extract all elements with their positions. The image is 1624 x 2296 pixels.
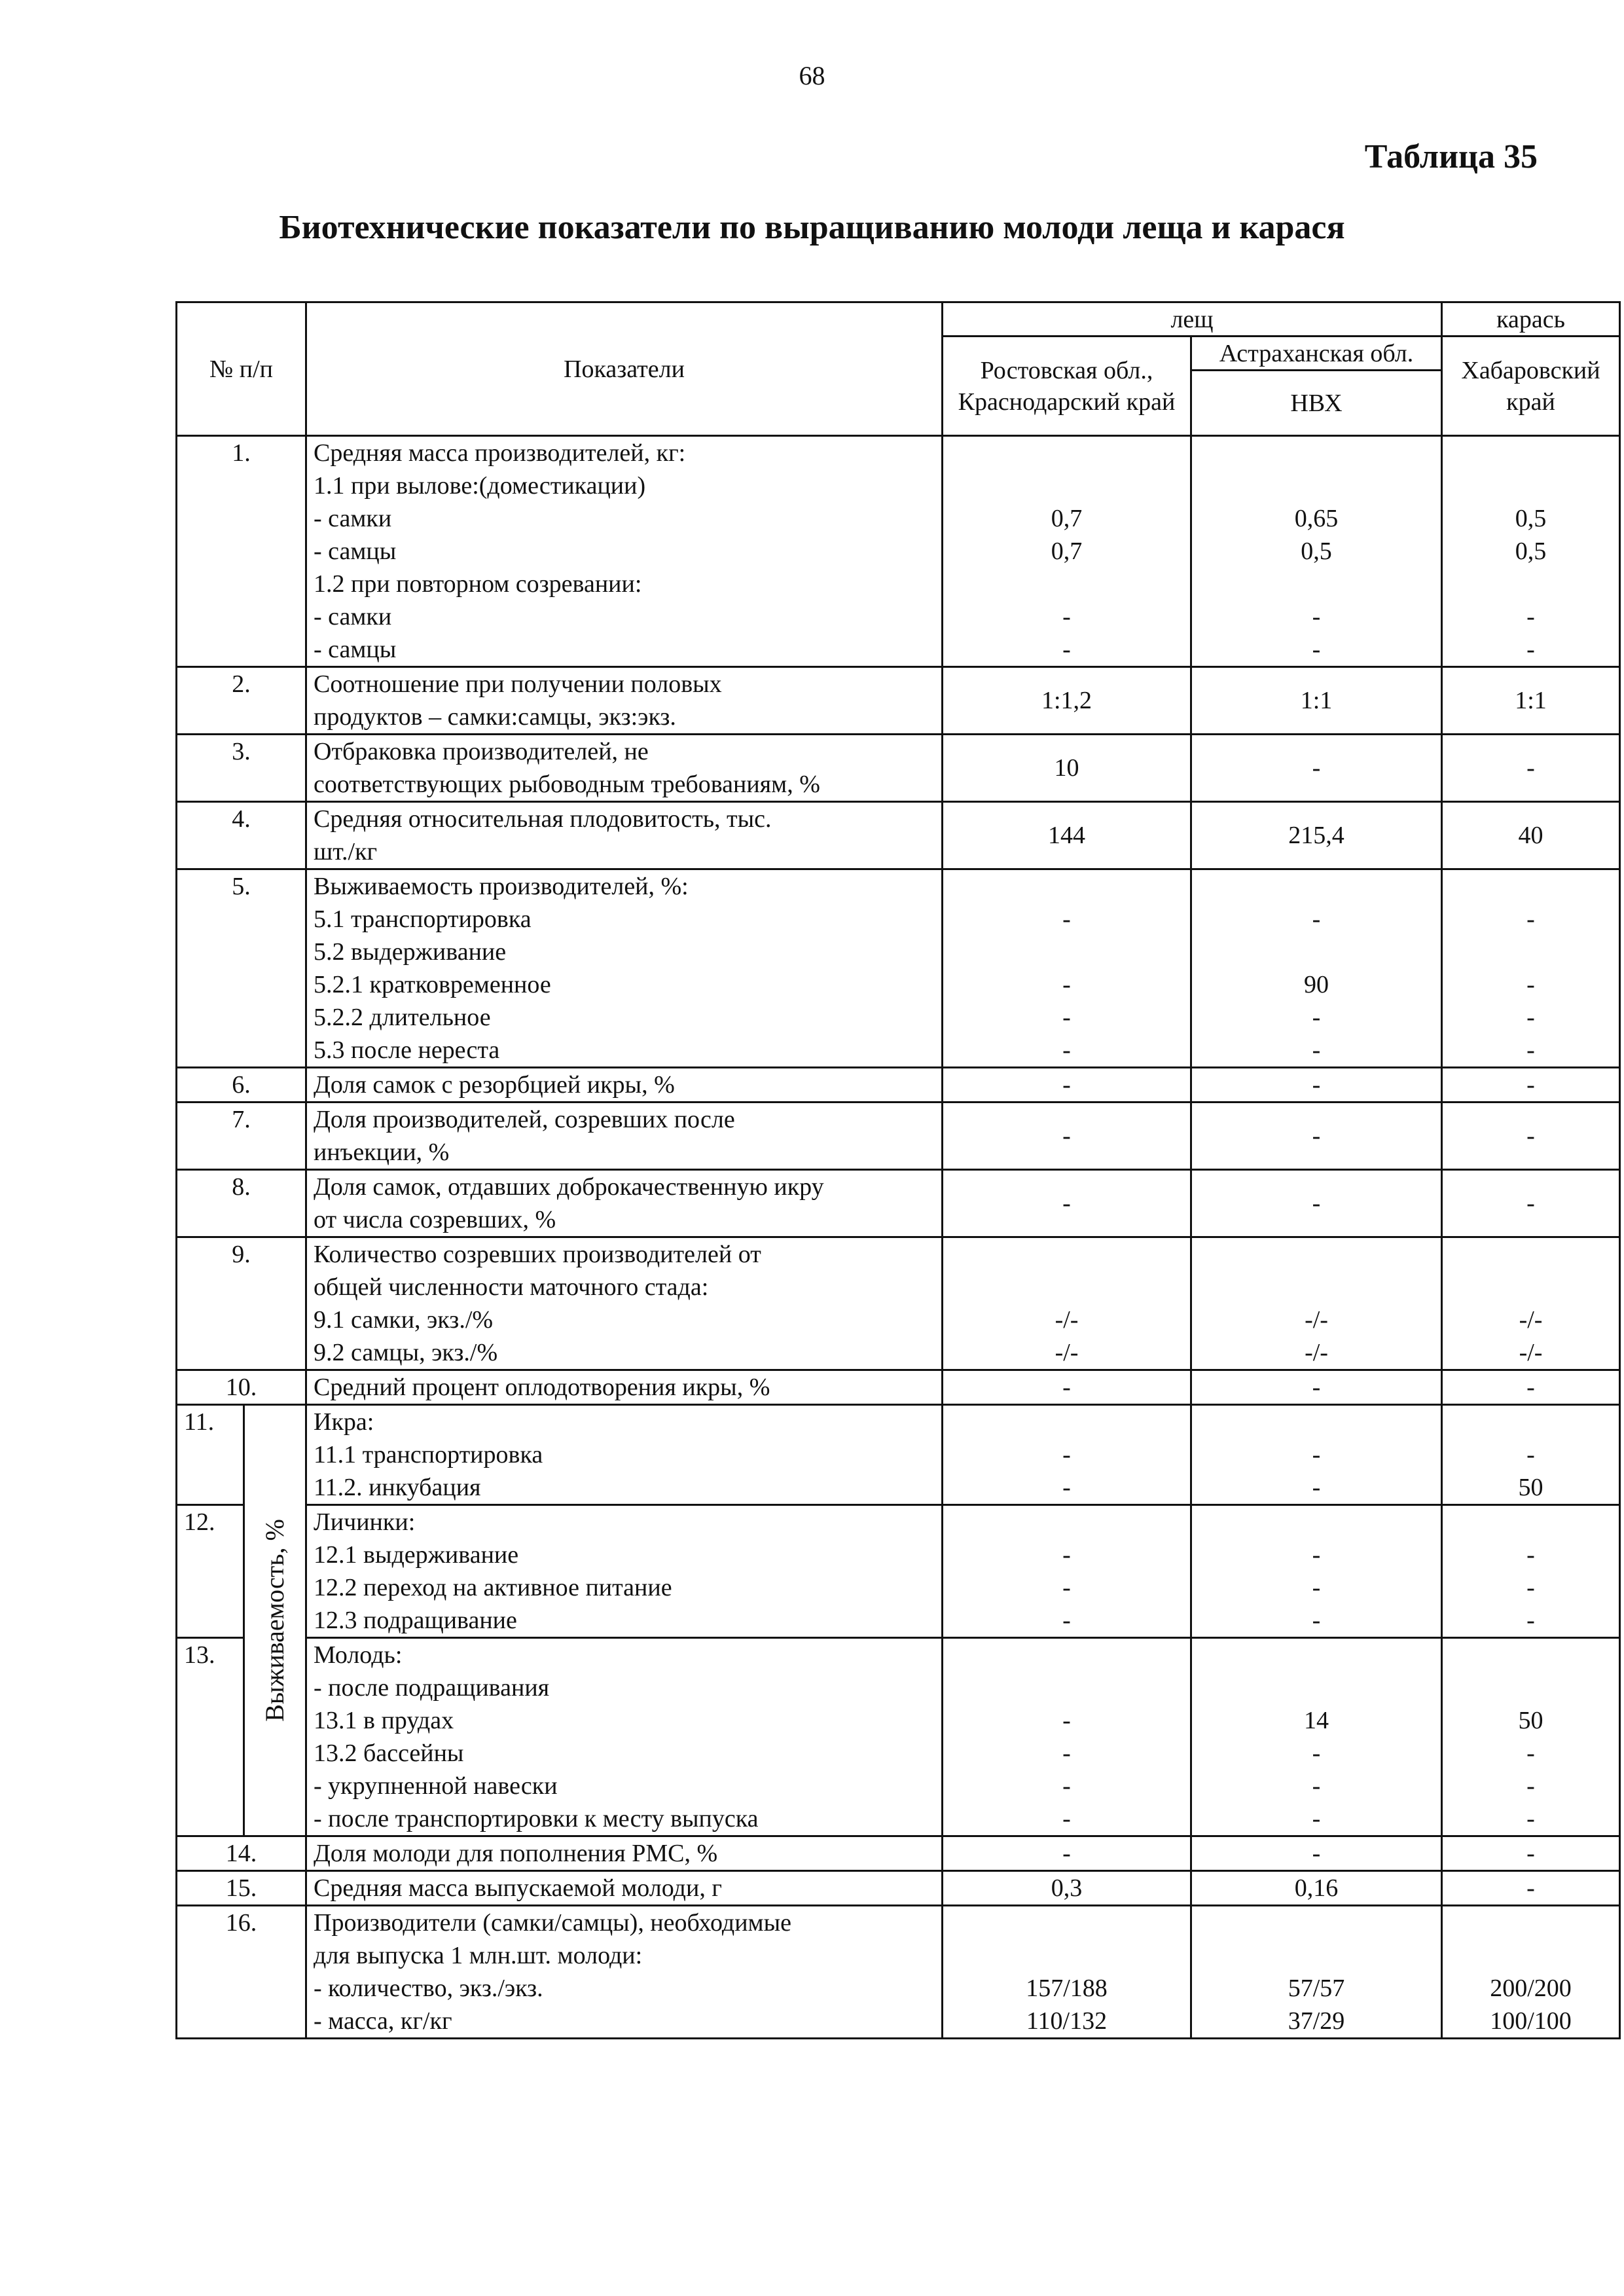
indicator-line: Соотношение при получении половых	[314, 670, 722, 698]
indicator-line: 9.2 самцы, экз./%	[314, 1339, 498, 1366]
indicator-line: 12.3 подращивание	[314, 1607, 517, 1634]
indicator-line: Средняя масса выпускаемой молоди, г	[314, 1874, 722, 1902]
indicator-line: Молодь:	[314, 1641, 403, 1669]
indicator-line: - после транспортировки к месту выпуска	[314, 1805, 759, 1832]
indicator-cell	[306, 436, 943, 667]
value-cell-2: 14 - - -	[1191, 1638, 1442, 1836]
survival-group-label	[244, 1405, 306, 1836]
header-num: № п/п	[177, 302, 306, 436]
value-cell-1: -	[943, 1370, 1191, 1405]
row-number: 7.	[177, 1102, 306, 1170]
indicator-line: 11.1 транспортировка	[314, 1441, 543, 1468]
table-row	[177, 1505, 1620, 1638]
table-row	[177, 1237, 1620, 1370]
indicator-line: 1.1 при вылове:(доместикации)	[314, 472, 646, 500]
table-row	[177, 1370, 1620, 1405]
value-cell-3: 50 - - -	[1442, 1638, 1620, 1836]
value-cell-3: -	[1442, 1102, 1620, 1170]
table-row	[177, 1068, 1620, 1102]
header-bream: лещ	[943, 302, 1442, 337]
value-cell-2: -	[1191, 735, 1442, 802]
indicator-line: - укрупненной навески	[314, 1772, 558, 1800]
indicator-line: 9.1 самки, экз./%	[314, 1306, 494, 1334]
indicator-line: 12.1 выдерживание	[314, 1541, 519, 1569]
indicator-line: Отбраковка производителей, не	[314, 738, 649, 765]
table-row	[177, 1170, 1620, 1237]
value-cell-1: 0,7 0,7 - -	[943, 436, 1191, 667]
table-row	[177, 869, 1620, 1068]
value-cell-1: -	[943, 1170, 1191, 1237]
value-cell-3: -	[1442, 1871, 1620, 1906]
document-title: Биотехнические показатели по выращиванию молоди леща и карася	[279, 209, 1345, 246]
indicator-line: Личинки:	[314, 1508, 416, 1536]
value-cell-2: 57/57 37/29	[1191, 1906, 1442, 2039]
indicator-cell	[306, 869, 943, 1068]
table-label: Таблица 35	[1364, 138, 1538, 175]
indicator-line: продуктов – самки:самцы, экз:экз.	[314, 703, 676, 731]
value-cell-2: 0,65 0,5 - -	[1191, 436, 1442, 667]
value-cell-1: - - - -	[943, 1638, 1191, 1836]
row-number: 16.	[177, 1906, 306, 2039]
table-row	[177, 436, 1620, 667]
indicator-line: - самцы	[314, 538, 397, 565]
value-cell-3: - - - -	[1442, 869, 1620, 1068]
indicator-line: Выживаемость производителей, %:	[314, 873, 689, 900]
value-cell-1: 157/188 110/132	[943, 1906, 1191, 2039]
indicator-line: 5.1 транспортировка	[314, 905, 532, 933]
indicator-line: Доля самок, отдавших доброкачественную икру	[314, 1173, 824, 1201]
row-number: 4.	[177, 802, 306, 869]
value-cell-2: -/- -/-	[1191, 1237, 1442, 1370]
indicator-cell	[306, 1871, 943, 1906]
indicator-cell	[306, 1906, 943, 2039]
indicator-line: Доля производителей, созревших после	[314, 1106, 735, 1133]
row-number: 10.	[177, 1370, 306, 1405]
header-indicators: Показатели	[306, 302, 943, 436]
header-khabarovsk: Хабаровский край	[1442, 337, 1620, 436]
value-cell-3: -	[1442, 1836, 1620, 1871]
table-row	[177, 1836, 1620, 1871]
value-cell-3: -	[1442, 1068, 1620, 1102]
indicator-line: - самцы	[314, 636, 397, 663]
row-number: 5.	[177, 869, 306, 1068]
indicator-line: Средняя относительная плодовитость, тыс.	[314, 805, 772, 833]
indicator-line: 5.3 после нереста	[314, 1036, 500, 1064]
value-cell-3: -	[1442, 735, 1620, 802]
indicator-cell	[306, 1405, 943, 1505]
value-cell-2: -	[1191, 1102, 1442, 1170]
indicator-cell	[306, 802, 943, 869]
indicator-cell	[306, 735, 943, 802]
table-row	[177, 667, 1620, 735]
row-number: 9.	[177, 1237, 306, 1370]
indicator-line: 1.2 при повторном созревании:	[314, 570, 642, 598]
indicator-line: Средний процент оплодотворения икры, %	[314, 1374, 770, 1401]
value-cell-2: 215,4	[1191, 802, 1442, 869]
indicator-line: Икра:	[314, 1408, 374, 1436]
row-number: 14.	[177, 1836, 306, 1871]
table-row	[177, 735, 1620, 802]
indicator-line: 5.2 выдерживание	[314, 938, 507, 966]
value-cell-2: - -	[1191, 1405, 1442, 1505]
indicator-line: шт./кг	[314, 838, 378, 866]
row-number: 3.	[177, 735, 306, 802]
value-cell-1: 10	[943, 735, 1191, 802]
indicator-line: 13.1 в прудах	[314, 1707, 454, 1734]
indicator-cell	[306, 1170, 943, 1237]
value-cell-1: -	[943, 1068, 1191, 1102]
data-table	[175, 301, 1621, 2039]
value-cell-2: 0,16	[1191, 1871, 1442, 1906]
indicator-line: - после подращивания	[314, 1674, 550, 1702]
value-cell-1: -/- -/-	[943, 1237, 1191, 1370]
indicator-line: Количество созревших производителей от	[314, 1241, 761, 1268]
table-row	[177, 1906, 1620, 2039]
row-number: 12.	[177, 1505, 244, 1638]
indicator-line: 13.2 бассейны	[314, 1740, 464, 1767]
table-row	[177, 1871, 1620, 1906]
indicator-line: от числа созревших, %	[314, 1206, 556, 1233]
indicator-cell	[306, 1102, 943, 1170]
value-cell-2: -	[1191, 1836, 1442, 1871]
table-row	[177, 802, 1620, 869]
value-cell-2: -	[1191, 1370, 1442, 1405]
indicator-line: Доля молоди для пополнения РМС, %	[314, 1840, 718, 1867]
value-cell-3: 0,5 0,5 - -	[1442, 436, 1620, 667]
table-row	[177, 1638, 1620, 1836]
page-number: 68	[799, 61, 825, 90]
value-cell-1: 144	[943, 802, 1191, 869]
table-body	[177, 436, 1620, 2039]
row-number: 2.	[177, 667, 306, 735]
header-rostov: Ростовская обл., Краснодарский край	[943, 337, 1191, 436]
value-cell-3: -	[1442, 1370, 1620, 1405]
value-cell-3: 40	[1442, 802, 1620, 869]
row-number: 6.	[177, 1068, 306, 1102]
indicator-cell	[306, 1068, 943, 1102]
indicator-line: инъекции, %	[314, 1139, 450, 1166]
value-cell-1: -	[943, 1102, 1191, 1170]
value-cell-1: 0,3	[943, 1871, 1191, 1906]
value-cell-3: - - -	[1442, 1505, 1620, 1638]
table-row	[177, 1405, 1620, 1505]
value-cell-3: 1:1	[1442, 667, 1620, 735]
row-number: 8.	[177, 1170, 306, 1237]
indicator-line: - масса, кг/кг	[314, 2007, 452, 2035]
value-cell-1: - - -	[943, 1505, 1191, 1638]
value-cell-2: - - -	[1191, 1505, 1442, 1638]
header-carp: карась	[1442, 302, 1620, 337]
value-cell-2: -	[1191, 1170, 1442, 1237]
value-cell-3: 200/200 100/100	[1442, 1906, 1620, 2039]
value-cell-2: 1:1	[1191, 667, 1442, 735]
indicator-line: для выпуска 1 млн.шт. молоди:	[314, 1942, 643, 1969]
indicator-line: - самки	[314, 603, 392, 630]
value-cell-1: 1:1,2	[943, 667, 1191, 735]
header-astrakhan: Астраханская обл.	[1191, 337, 1442, 371]
value-cell-1: -	[943, 1836, 1191, 1871]
survival-label: Выживаемость, %	[260, 1519, 289, 1722]
indicator-line: общей численности маточного стада:	[314, 1273, 709, 1301]
indicator-line: Доля самок с резорбцией икры, %	[314, 1071, 675, 1099]
indicator-cell	[306, 1237, 943, 1370]
value-cell-2: -	[1191, 1068, 1442, 1102]
table-row	[177, 1102, 1620, 1170]
indicator-line: 5.2.2 длительное	[314, 1004, 491, 1031]
indicator-cell	[306, 1638, 943, 1836]
row-number: 1.	[177, 436, 306, 667]
value-cell-1: - - - -	[943, 869, 1191, 1068]
indicator-line: 5.2.1 кратковременное	[314, 971, 551, 998]
row-number: 15.	[177, 1871, 306, 1906]
row-number: 13.	[177, 1638, 244, 1836]
indicator-line: 12.2 переход на активное питание	[314, 1574, 672, 1601]
indicator-cell	[306, 1370, 943, 1405]
indicator-line: соответствующих рыбоводным требованиям, %	[314, 771, 820, 798]
indicator-cell	[306, 1505, 943, 1638]
value-cell-3: -	[1442, 1170, 1620, 1237]
indicator-line: - самки	[314, 505, 392, 532]
value-cell-3: -/- -/-	[1442, 1237, 1620, 1370]
value-cell-2: - 90 - -	[1191, 869, 1442, 1068]
indicator-line: 11.2. инкубация	[314, 1474, 481, 1501]
indicator-line: Средняя масса производителей, кг:	[314, 439, 686, 467]
value-cell-3: - 50	[1442, 1405, 1620, 1505]
indicator-line: Производители (самки/самцы), необходимые	[314, 1909, 791, 1937]
indicator-cell	[306, 1836, 943, 1871]
header-nvh: НВХ	[1191, 371, 1442, 436]
row-number: 11.	[177, 1405, 244, 1505]
indicator-line: - количество, экз./экз.	[314, 1975, 543, 2002]
value-cell-1: - -	[943, 1405, 1191, 1505]
indicator-cell	[306, 667, 943, 735]
